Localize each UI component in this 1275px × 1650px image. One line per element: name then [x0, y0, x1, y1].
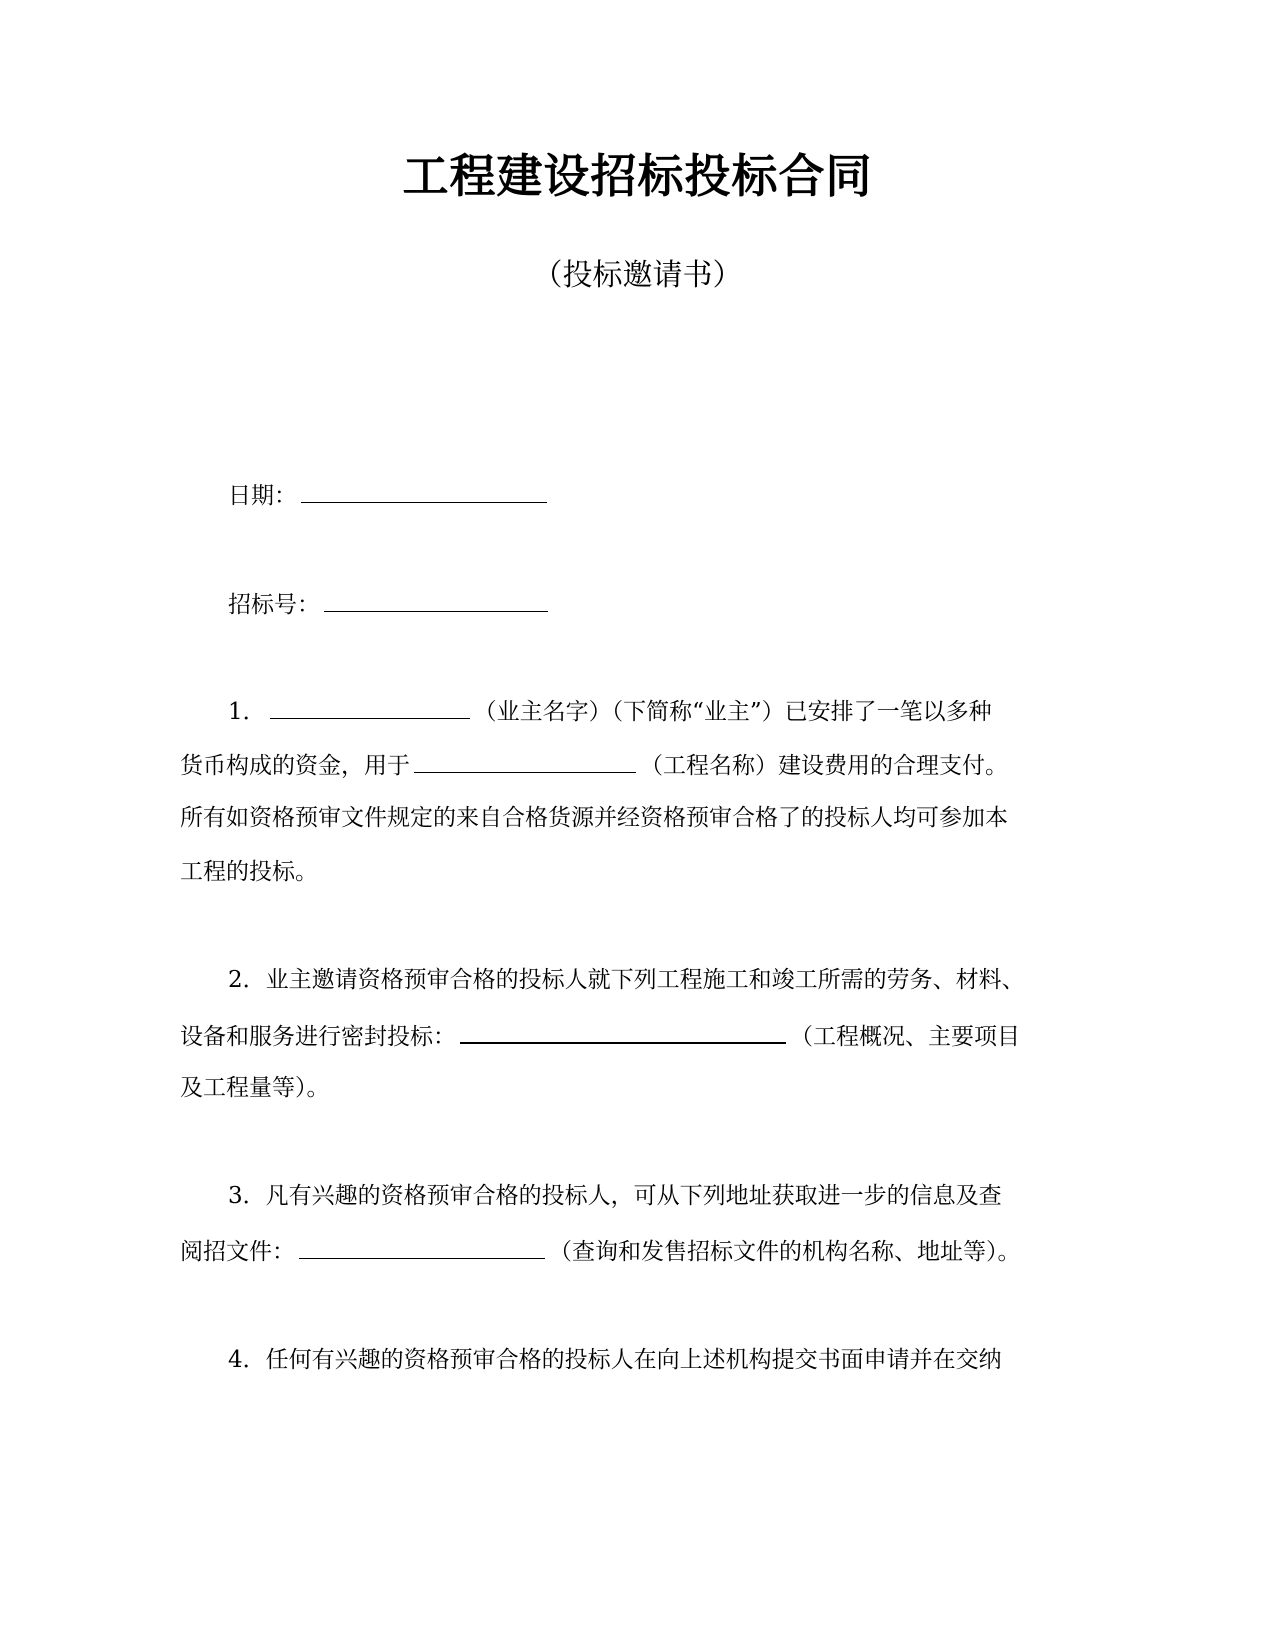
clause3-text2: （查询和发售招标文件的机构名称、地址等）。 [549, 1239, 1021, 1265]
owner-name-blank[interactable] [270, 694, 470, 719]
document-subtitle: （投标邀请书） [532, 258, 743, 293]
clause3-line2 [180, 1234, 1021, 1268]
clause4-line1: 4．任何有兴趣的资格预审合格的投标人在向上述机构提交书面申请并在交纳 [228, 1347, 1002, 1373]
clause3-line1: 3．凡有兴趣的资格预审合格的投标人，可从下列地址获取进一步的信息及查 [228, 1183, 1002, 1209]
clause1-line4: 工程的投标。 [180, 859, 318, 885]
bid-number-field-row [228, 587, 552, 621]
clause3-text1: 阅招文件： [180, 1239, 295, 1265]
clause1-text1: （业主名字）（下简称“业主”）已安排了一笔以多种 [473, 699, 992, 725]
clause1-text3: （工程名称）建设费用的合理支付。 [640, 753, 1008, 779]
clause1-line2 [180, 748, 1008, 782]
project-name-blank[interactable] [414, 748, 636, 773]
clause2-line1: 2．业主邀请资格预审合格的投标人就下列工程施工和竣工所需的劳务、材料、 [228, 967, 1025, 993]
date-blank[interactable] [301, 478, 547, 503]
date-label: 日期： [228, 483, 297, 509]
clause1-number: 1． [228, 699, 266, 725]
bid-number-label: 招标号： [228, 592, 320, 618]
clause2-text1: 设备和服务进行密封投标： [180, 1024, 456, 1050]
date-field-row [228, 478, 551, 512]
clause1-text2: 货币构成的资金，用于 [180, 753, 410, 779]
document-title: 工程建设招标投标合同 [402, 149, 873, 203]
clause2-text2: （工程概况、主要项目 [790, 1024, 1020, 1050]
agency-address-blank[interactable] [299, 1234, 545, 1259]
clause2-line2 [180, 1018, 1020, 1053]
project-overview-blank[interactable] [460, 1018, 786, 1044]
clause1-line1 [228, 694, 992, 728]
clause1-line3: 所有如资格预审文件规定的来自合格货源并经资格预审合格了的投标人均可参加本 [180, 805, 1008, 831]
bid-number-blank[interactable] [324, 587, 548, 612]
clause2-line3: 及工程量等）。 [180, 1075, 330, 1101]
